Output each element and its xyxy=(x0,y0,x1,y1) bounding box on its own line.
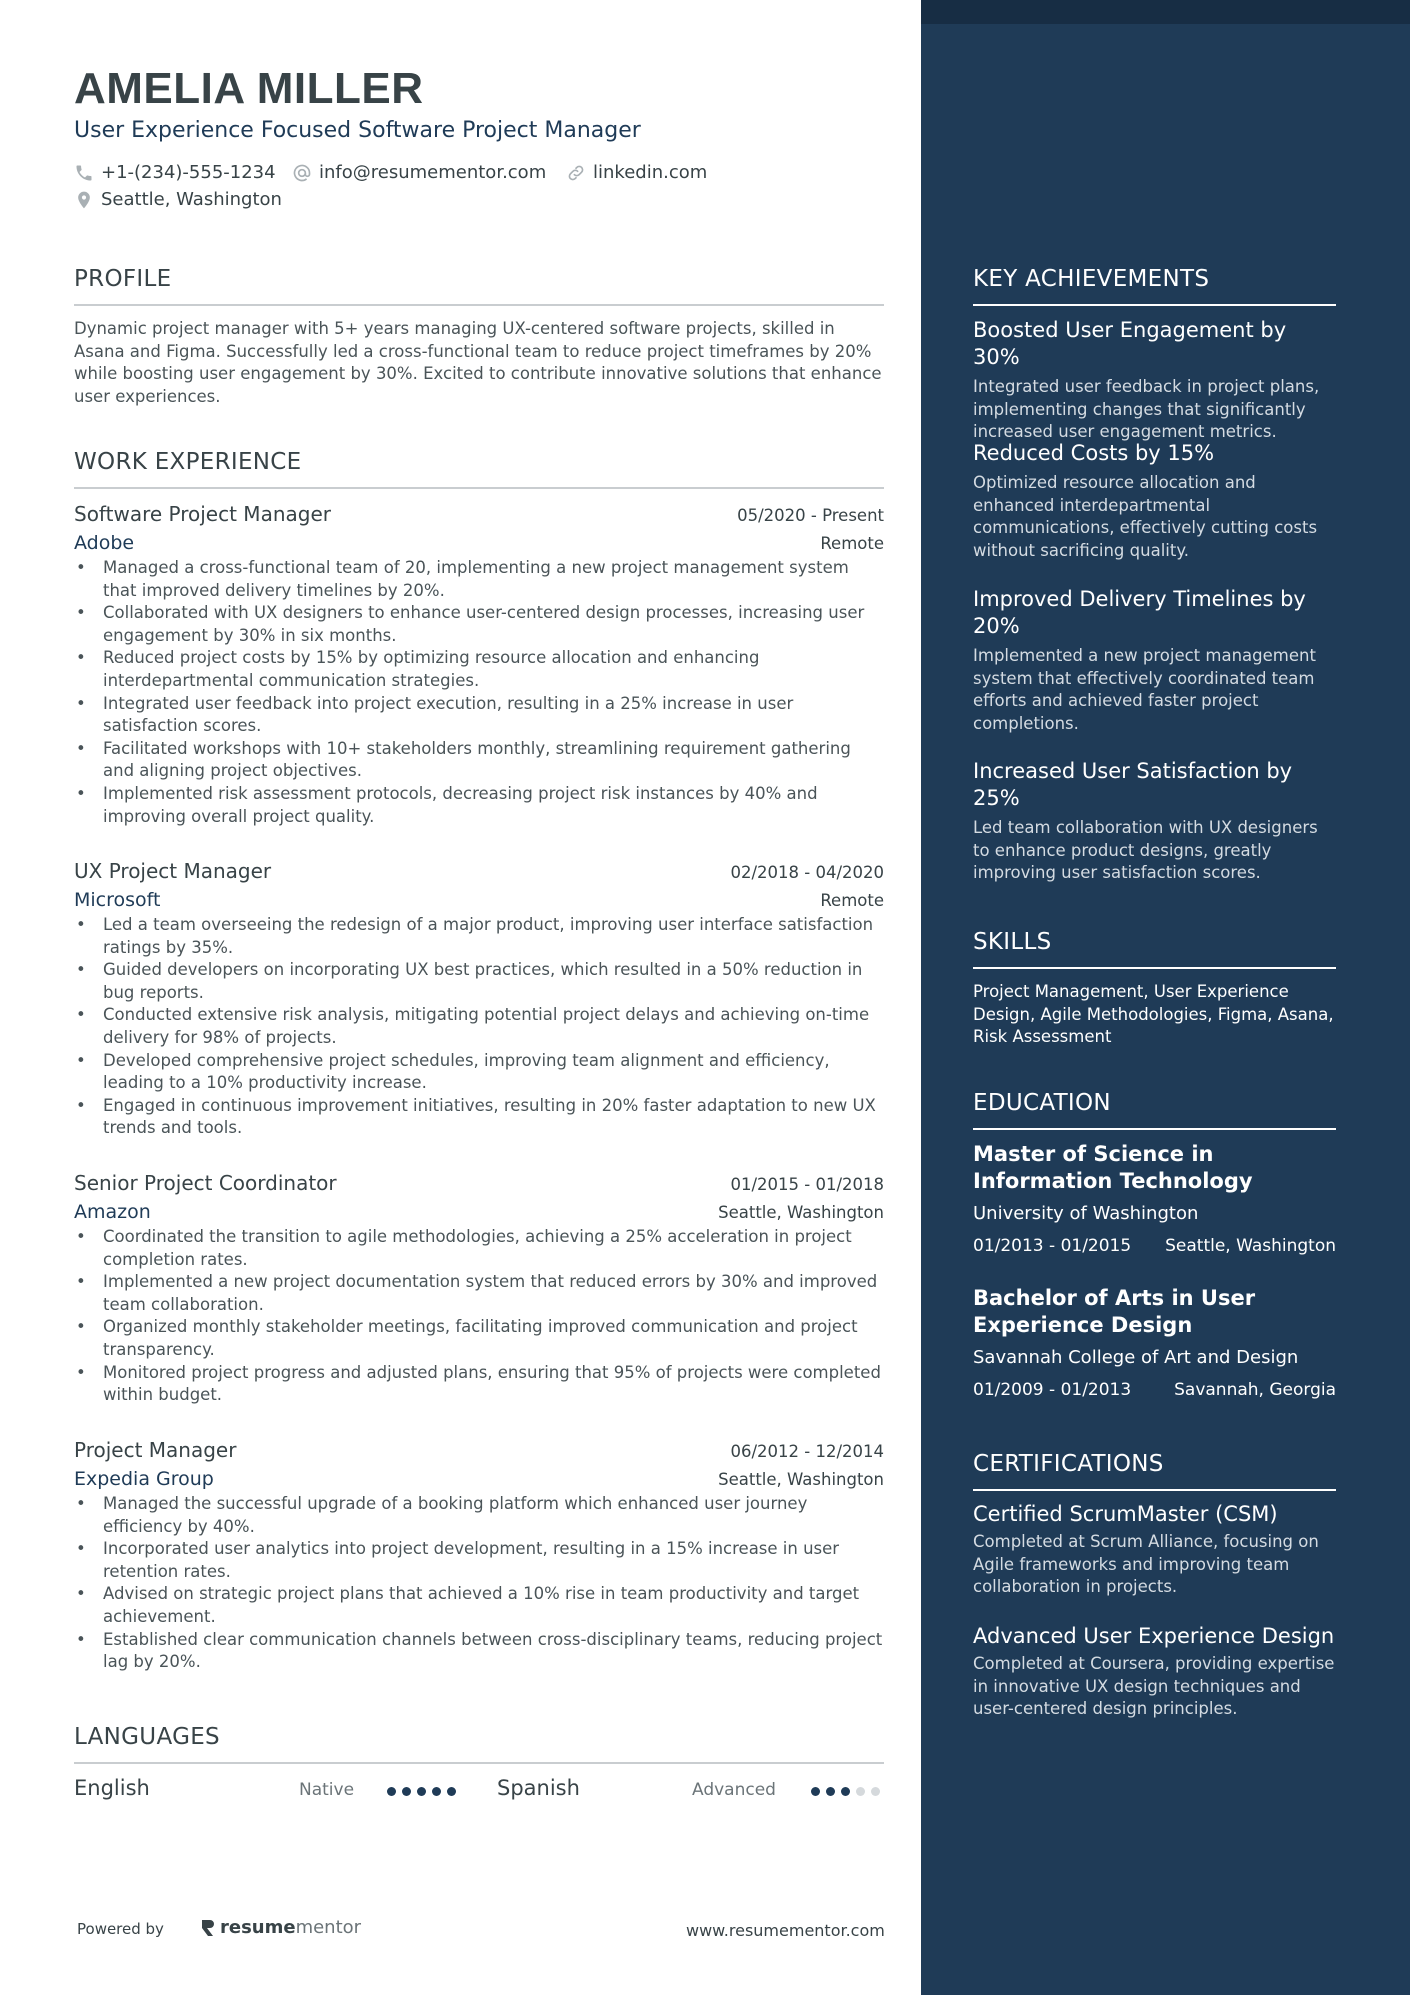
powered-by-label: Powered by xyxy=(77,1920,164,1938)
education-degree: Master of Science in Information Technology xyxy=(973,1142,1253,1193)
section-heading-profile: PROFILE xyxy=(74,266,884,306)
section-heading-languages: LANGUAGES xyxy=(74,1724,884,1764)
certification-item xyxy=(973,1502,1336,1599)
achievement-item xyxy=(973,758,1336,885)
job-dates: 02/2018 - 04/2020 xyxy=(730,863,884,882)
achievement-desc: Implemented a new project management system that effectively coordinated team efforts and achieved faster project completions. xyxy=(973,646,1316,733)
rating-dot-filled xyxy=(826,1787,835,1796)
bullet-item: • Organized monthly stakeholder meetings, facilitating improved communication and project transparency. xyxy=(74,1316,884,1361)
bullet-item: • Implemented risk assessment protocols, decreasing project risk instances by 40% and improving overall project quality. xyxy=(74,783,884,828)
education-school: Savannah College of Art and Design xyxy=(973,1347,1299,1368)
bullet-item: • Collaborated with UX designers to enhance user-centered design processes, increasing user engagement by 30% in six months. xyxy=(74,602,884,647)
education-degree: Bachelor of Arts in User Experience Design xyxy=(973,1286,1256,1337)
section-heading-skills: SKILLS xyxy=(973,929,1336,969)
logo-text-light: mentor xyxy=(295,1917,362,1938)
profile-summary: Dynamic project manager with 5+ years managing UX-centered software projects, skilled in Asana and Figma. Successfully led a cross-functional team to reduce project timeframes by 20% while boosting user engagement by 30%. Excited to contribute innovative solutions that enhance user experiences. xyxy=(74,319,882,406)
company-name: Adobe xyxy=(74,532,135,554)
job-title: Project Manager xyxy=(74,1438,237,1462)
candidate-title: User Experience Focused Software Project Manager xyxy=(74,118,641,143)
achievement-title: Boosted User Engagement by 30% xyxy=(973,318,1287,369)
bullet-item: • Incorporated user analytics into project development, resulting in a 15% increase in user retention rates. xyxy=(74,1538,884,1583)
job-dates: 06/2012 - 12/2014 xyxy=(730,1442,884,1461)
bullet-item: • Led a team overseeing the redesign of a major product, improving user interface satisfaction ratings by 35%. xyxy=(74,914,884,959)
achievement-item xyxy=(973,317,1336,444)
job-title: UX Project Manager xyxy=(74,859,272,883)
skills-list xyxy=(973,981,1336,1049)
rating-dot-filled xyxy=(402,1787,411,1796)
rating-dot-filled xyxy=(447,1787,456,1796)
contact-email[interactable] xyxy=(292,162,546,183)
bullet-item: • Managed the successful upgrade of a booking platform which enhanced user journey efficiency by 40%. xyxy=(74,1493,884,1538)
language-name: English xyxy=(74,1776,150,1800)
rating-dot-empty xyxy=(871,1787,880,1796)
language-rating xyxy=(387,1787,456,1796)
bullet-item: • Coordinated the transition to agile methodologies, achieving a 25% acceleration in project completion rates. xyxy=(74,1226,884,1271)
education-item xyxy=(973,1141,1336,1256)
section-heading-education: EDUCATION xyxy=(973,1090,1336,1130)
bullet-item: • Established clear communication channels between cross-disciplinary teams, reducing project lag by 20%. xyxy=(74,1629,884,1674)
sidebar-top-band xyxy=(921,0,1410,24)
job-location: Remote xyxy=(820,534,884,553)
bullet-item: • Developed comprehensive project schedules, improving team alignment and efficiency, leading to a 10% productivity increase. xyxy=(74,1050,884,1095)
resumementor-logo[interactable] xyxy=(199,1917,361,1938)
job-location: Seattle, Washington xyxy=(718,1470,884,1489)
job-entry xyxy=(74,1438,884,1674)
achievement-item xyxy=(973,440,1336,562)
certification-desc: Completed at Scrum Alliance, focusing on Agile frameworks and improving team collaboration in projects. xyxy=(973,1532,1319,1597)
certification-title: Advanced User Experience Design xyxy=(973,1624,1335,1648)
job-location: Remote xyxy=(820,891,884,910)
location-text: Seattle, Washington xyxy=(101,189,282,210)
bullet-item: • Facilitated workshops with 10+ stakeholders monthly, streamlining requirement gathering and aligning project objectives. xyxy=(74,738,884,783)
job-location: Seattle, Washington xyxy=(718,1203,884,1222)
achievement-item xyxy=(973,586,1336,735)
languages-row xyxy=(74,1776,884,1806)
education-item xyxy=(973,1285,1336,1400)
email-text: info@resumementor.com xyxy=(319,162,547,183)
certification-item xyxy=(973,1624,1336,1721)
bullet-item: • Advised on strategic project plans that achieved a 10% rise in team productivity and target achievement. xyxy=(74,1583,884,1628)
job-bullets xyxy=(74,914,884,1140)
bullet-item: • Conducted extensive risk analysis, mitigating potential project delays and achieving on-time delivery for 98% of projects. xyxy=(74,1004,884,1049)
job-entry xyxy=(74,1171,884,1407)
job-bullets xyxy=(74,1226,884,1407)
language-level: Native xyxy=(299,1780,355,1800)
job-entry xyxy=(74,859,884,1140)
education-location: Savannah, Georgia xyxy=(1174,1380,1336,1400)
candidate-name: AMELIA MILLER xyxy=(74,64,424,113)
rating-dot-filled xyxy=(841,1787,850,1796)
at-icon xyxy=(292,163,312,183)
education-dates: 01/2009 - 01/2013 xyxy=(973,1380,1132,1400)
contact-location xyxy=(74,189,282,210)
linkedin-text: linkedin.com xyxy=(593,162,708,183)
section-heading-certifications: CERTIFICATIONS xyxy=(973,1451,1336,1491)
bullet-item: • Monitored project progress and adjusted plans, ensuring that 95% of projects were completed within budget. xyxy=(74,1362,884,1407)
achievement-desc: Led team collaboration with UX designers to enhance product designs, greatly improving user satisfaction scores. xyxy=(973,818,1318,883)
achievement-desc: Optimized resource allocation and enhanced interdepartmental communications, effectively cutting costs without sacrificing quality. xyxy=(973,473,1318,560)
logo-mark-icon xyxy=(199,1918,217,1938)
section-heading-experience: WORK EXPERIENCE xyxy=(74,449,884,489)
rating-dot-empty xyxy=(856,1787,865,1796)
location-pin-icon xyxy=(74,190,94,210)
logo-text-bold: resume xyxy=(220,1917,296,1938)
achievement-desc: Integrated user feedback in project plans, implementing changes that significantly increased user engagement metrics. xyxy=(973,377,1320,442)
job-entry xyxy=(74,502,884,828)
job-bullets xyxy=(74,1493,884,1674)
bullet-item: • Guided developers on incorporating UX best practices, which resulted in a 50% reduction in bug reports. xyxy=(74,959,884,1004)
phone-text: +1-(234)-555-1234 xyxy=(101,162,276,183)
job-bullets xyxy=(74,557,884,828)
language-rating xyxy=(811,1787,880,1796)
job-title: Software Project Manager xyxy=(74,502,331,526)
language-name: Spanish xyxy=(497,1776,580,1800)
contact-phone[interactable] xyxy=(74,162,276,183)
rating-dot-filled xyxy=(387,1787,396,1796)
section-heading-achievements: KEY ACHIEVEMENTS xyxy=(973,266,1336,306)
education-location: Seattle, Washington xyxy=(1165,1236,1336,1256)
company-name: Expedia Group xyxy=(74,1468,214,1490)
bullet-item: • Implemented a new project documentation system that reduced errors by 30% and improved team collaboration. xyxy=(74,1271,884,1316)
rating-dot-filled xyxy=(417,1787,426,1796)
achievement-title: Improved Delivery Timelines by 20% xyxy=(973,587,1306,638)
bullet-item: • Reduced project costs by 15% by optimizing resource allocation and enhancing interdepartmental communication strategies. xyxy=(74,647,884,692)
job-title: Senior Project Coordinator xyxy=(74,1171,337,1195)
job-dates: 05/2020 - Present xyxy=(737,506,884,525)
job-dates: 01/2015 - 01/2018 xyxy=(730,1175,884,1194)
education-dates: 01/2013 - 01/2015 xyxy=(973,1236,1132,1256)
rating-dot-filled xyxy=(432,1787,441,1796)
link-icon xyxy=(566,163,586,183)
contact-linkedin[interactable] xyxy=(566,162,707,183)
certification-title: Certified ScrumMaster (CSM) xyxy=(973,1502,1278,1526)
skills-text: Project Management, User Experience Design, Agile Methodologies, Figma, Asana, Risk Assessment xyxy=(973,982,1334,1047)
bullet-item: • Integrated user feedback into project execution, resulting in a 25% increase in user satisfaction scores. xyxy=(74,693,884,738)
phone-icon xyxy=(74,163,94,183)
achievement-title: Reduced Costs by 15% xyxy=(973,441,1215,465)
bullet-item: • Engaged in continuous improvement initiatives, resulting in 20% faster adaptation to new UX trends and tools. xyxy=(74,1095,884,1140)
rating-dot-filled xyxy=(811,1787,820,1796)
company-name: Amazon xyxy=(74,1201,151,1223)
footer-url[interactable]: www.resumementor.com xyxy=(686,1921,885,1940)
company-name: Microsoft xyxy=(74,889,161,911)
certification-desc: Completed at Coursera, providing expertise in innovative UX design techniques and user-centered design principles. xyxy=(973,1654,1335,1719)
achievement-title: Increased User Satisfaction by 25% xyxy=(973,759,1293,810)
language-level: Advanced xyxy=(692,1780,776,1800)
bullet-item: • Managed a cross-functional team of 20, implementing a new project management system that improved delivery timelines by 20%. xyxy=(74,557,884,602)
education-school: University of Washington xyxy=(973,1203,1199,1224)
